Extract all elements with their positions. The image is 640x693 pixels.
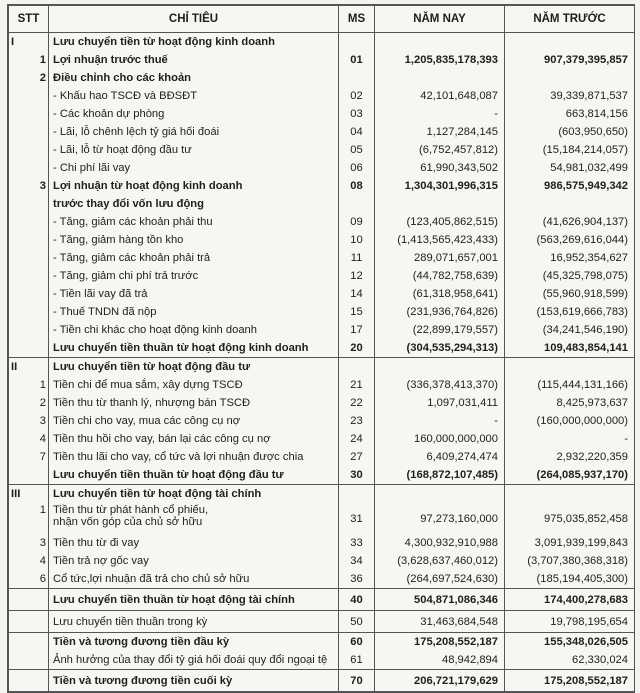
- row-ms: [339, 69, 375, 87]
- row-stt: 4: [9, 430, 49, 448]
- row-label: Tiền thu từ đi vay: [49, 534, 339, 552]
- row-ms: [339, 195, 375, 213]
- row-previous-year: (55,960,918,599): [505, 285, 635, 303]
- row-current-year: [375, 358, 505, 377]
- row-stt: 4: [9, 552, 49, 570]
- row-ms: 05: [339, 141, 375, 159]
- table-row: [9, 267, 635, 285]
- row-previous-year: 62,330,024: [505, 651, 635, 670]
- table-row: [9, 611, 635, 633]
- row-label: - Chi phí lãi vay: [49, 159, 339, 177]
- row-previous-year: 109,483,854,141: [505, 339, 635, 358]
- row-previous-year: 19,798,195,654: [505, 611, 635, 633]
- row-ms: 33: [339, 534, 375, 552]
- row-previous-year: 16,952,354,627: [505, 249, 635, 267]
- row-stt: [9, 213, 49, 231]
- row-previous-year: (115,444,131,166): [505, 376, 635, 394]
- row-stt: [9, 321, 49, 339]
- table-row: [9, 87, 635, 105]
- row-current-year: (168,872,107,485): [375, 466, 505, 485]
- row-previous-year: 3,091,939,199,843: [505, 534, 635, 552]
- row-current-year: 61,990,343,502: [375, 159, 505, 177]
- row-label: Ảnh hưởng của thay đổi tỷ giá hối đoái quy đổi ngoại tệ: [49, 651, 339, 670]
- row-previous-year: [505, 33, 635, 52]
- row-previous-year: [505, 485, 635, 504]
- table-row: [9, 321, 635, 339]
- table-row: [9, 570, 635, 589]
- row-previous-year: -: [505, 430, 635, 448]
- row-previous-year: [505, 195, 635, 213]
- table-row: [9, 339, 635, 358]
- row-current-year: 1,205,835,178,393: [375, 51, 505, 69]
- row-current-year: 1,097,031,411: [375, 394, 505, 412]
- row-ms: 20: [339, 339, 375, 358]
- row-current-year: 48,942,894: [375, 651, 505, 670]
- row-stt: 1: [9, 51, 49, 69]
- row-previous-year: (264,085,937,170): [505, 466, 635, 485]
- row-label: - Tăng, giảm các khoản phải thu: [49, 213, 339, 231]
- table-row: [9, 430, 635, 448]
- table-row: [9, 358, 635, 377]
- row-label: Lợi nhuận từ hoạt động kinh doanh: [49, 177, 339, 195]
- row-current-year: (3,628,637,460,012): [375, 552, 505, 570]
- row-label: - Lãi, lỗ từ hoạt động đầu tư: [49, 141, 339, 159]
- table-row: [9, 589, 635, 611]
- table-row: [9, 51, 635, 69]
- header-ms: MS: [339, 6, 375, 33]
- row-stt: 1: [9, 503, 49, 534]
- row-stt: [9, 123, 49, 141]
- table-row: [9, 485, 635, 504]
- cash-flow-table: [8, 5, 635, 692]
- table-row: [9, 249, 635, 267]
- table-row: [9, 633, 635, 652]
- row-label: Lợi nhuận trước thuế: [49, 51, 339, 69]
- row-previous-year: (603,950,650): [505, 123, 635, 141]
- row-label: Lưu chuyển tiền thuần từ hoạt động kinh doanh: [49, 339, 339, 358]
- row-current-year: 289,071,657,001: [375, 249, 505, 267]
- table-row: [9, 534, 635, 552]
- row-ms: 70: [339, 670, 375, 692]
- row-ms: 34: [339, 552, 375, 570]
- row-current-year: (304,535,294,313): [375, 339, 505, 358]
- row-stt: 3: [9, 177, 49, 195]
- row-stt: [9, 466, 49, 485]
- row-ms: 50: [339, 611, 375, 633]
- table-row: [9, 448, 635, 466]
- row-ms: 21: [339, 376, 375, 394]
- table-row: [9, 123, 635, 141]
- row-previous-year: (34,241,546,190): [505, 321, 635, 339]
- row-previous-year: 975,035,852,458: [505, 503, 635, 534]
- row-stt: 1: [9, 376, 49, 394]
- row-previous-year: (41,626,904,137): [505, 213, 635, 231]
- table-row: [9, 412, 635, 430]
- row-previous-year: 175,208,552,187: [505, 670, 635, 692]
- row-stt: 6: [9, 570, 49, 589]
- row-current-year: 97,273,160,000: [375, 503, 505, 534]
- row-current-year: (44,782,758,639): [375, 267, 505, 285]
- row-stt: III: [9, 485, 49, 504]
- table-row: [9, 213, 635, 231]
- row-stt: [9, 633, 49, 652]
- row-label: Tiền chi để mua sắm, xây dựng TSCĐ: [49, 376, 339, 394]
- row-label-line1: Tiền thu từ phát hành cổ phiếu,: [53, 504, 209, 516]
- row-previous-year: 8,425,973,637: [505, 394, 635, 412]
- row-current-year: 42,101,648,087: [375, 87, 505, 105]
- row-label: - Tiền lãi vay đã trả: [49, 285, 339, 303]
- row-label: - Các khoản dự phòng: [49, 105, 339, 123]
- table-row: [9, 303, 635, 321]
- row-current-year: 31,463,684,548: [375, 611, 505, 633]
- row-ms: 01: [339, 51, 375, 69]
- row-stt: II: [9, 358, 49, 377]
- row-ms: 10: [339, 231, 375, 249]
- table-row: [9, 285, 635, 303]
- row-label-line2: nhận vốn góp của chủ sở hữu: [53, 516, 203, 528]
- table-row: [9, 69, 635, 87]
- row-label: - Tăng, giảm chi phí trả trước: [49, 267, 339, 285]
- row-stt: 3: [9, 534, 49, 552]
- row-current-year: 504,871,086,346: [375, 589, 505, 611]
- row-current-year: 206,721,179,629: [375, 670, 505, 692]
- row-stt: [9, 339, 49, 358]
- row-previous-year: 663,814,156: [505, 105, 635, 123]
- row-stt: [9, 195, 49, 213]
- table-row: [9, 231, 635, 249]
- table-row: [9, 33, 635, 52]
- row-ms: 61: [339, 651, 375, 670]
- header-stt: STT: [9, 6, 49, 33]
- row-current-year: 1,127,284,145: [375, 123, 505, 141]
- row-current-year: 1,304,301,996,315: [375, 177, 505, 195]
- row-previous-year: (15,184,214,057): [505, 141, 635, 159]
- row-current-year: (1,413,565,423,433): [375, 231, 505, 249]
- row-stt: [9, 267, 49, 285]
- row-ms: 14: [339, 285, 375, 303]
- row-stt: 7: [9, 448, 49, 466]
- row-label: Tiền thu hồi cho vay, bán lại các công cụ nợ: [49, 430, 339, 448]
- row-label: Lưu chuyển tiền từ hoạt động đầu tư: [49, 358, 339, 377]
- row-label: trước thay đổi vốn lưu động: [49, 195, 339, 213]
- row-stt: [9, 231, 49, 249]
- cash-flow-statement: [7, 4, 635, 693]
- row-label: Lưu chuyển tiền thuần trong kỳ: [49, 611, 339, 633]
- row-label: Tiền thu từ thanh lý, nhượng bán TSCĐ: [49, 394, 339, 412]
- row-current-year: [375, 33, 505, 52]
- row-stt: [9, 249, 49, 267]
- row-stt: [9, 285, 49, 303]
- row-stt: 3: [9, 412, 49, 430]
- table-row: [9, 552, 635, 570]
- row-current-year: (6,752,457,812): [375, 141, 505, 159]
- row-ms: 08: [339, 177, 375, 195]
- row-stt: [9, 670, 49, 692]
- row-label: Tiền và tương đương tiền cuối kỳ: [49, 670, 339, 692]
- row-current-year: (264,697,524,630): [375, 570, 505, 589]
- row-label: - Tăng, giảm hàng tồn kho: [49, 231, 339, 249]
- row-previous-year: 39,339,871,537: [505, 87, 635, 105]
- row-label: Tiền thu lãi cho vay, cổ tức và lợi nhuận được chia: [49, 448, 339, 466]
- header-nam-nay: NĂM NAY: [375, 6, 505, 33]
- row-ms: 22: [339, 394, 375, 412]
- row-label: [49, 503, 339, 534]
- table-row: [9, 159, 635, 177]
- row-previous-year: 986,575,949,342: [505, 177, 635, 195]
- row-stt: [9, 611, 49, 633]
- row-label: Tiền và tương đương tiền đầu kỳ: [49, 633, 339, 652]
- row-current-year: (231,936,764,826): [375, 303, 505, 321]
- row-ms: 06: [339, 159, 375, 177]
- row-previous-year: 54,981,032,499: [505, 159, 635, 177]
- row-ms: 09: [339, 213, 375, 231]
- row-stt: [9, 303, 49, 321]
- row-previous-year: [505, 358, 635, 377]
- table-row: [9, 670, 635, 692]
- header-row: [9, 6, 635, 33]
- row-stt: 2: [9, 394, 49, 412]
- row-current-year: (336,378,413,370): [375, 376, 505, 394]
- table-row: [9, 376, 635, 394]
- table-row: [9, 195, 635, 213]
- row-label: Lưu chuyển tiền thuần từ hoạt động đầu tư: [49, 466, 339, 485]
- row-label: Lưu chuyển tiền từ hoạt động tài chính: [49, 485, 339, 504]
- row-current-year: [375, 485, 505, 504]
- row-label: Điều chỉnh cho các khoản: [49, 69, 339, 87]
- row-ms: 12: [339, 267, 375, 285]
- row-ms: [339, 485, 375, 504]
- table-body: [9, 33, 635, 692]
- row-previous-year: (45,325,798,075): [505, 267, 635, 285]
- row-current-year: [375, 69, 505, 87]
- row-ms: [339, 33, 375, 52]
- row-ms: 02: [339, 87, 375, 105]
- row-label: - Khấu hao TSCĐ và BĐSĐT: [49, 87, 339, 105]
- row-ms: 11: [339, 249, 375, 267]
- row-label: Cổ tức,lợi nhuận đã trả cho chủ sở hữu: [49, 570, 339, 589]
- row-ms: 30: [339, 466, 375, 485]
- row-previous-year: (3,707,380,368,318): [505, 552, 635, 570]
- row-stt: 2: [9, 69, 49, 87]
- row-current-year: 175,208,552,187: [375, 633, 505, 652]
- row-ms: 23: [339, 412, 375, 430]
- row-label: - Tiền chi khác cho hoạt động kinh doanh: [49, 321, 339, 339]
- row-ms: 40: [339, 589, 375, 611]
- row-current-year: 160,000,000,000: [375, 430, 505, 448]
- row-label: Lưu chuyển tiền thuần từ hoạt động tài chính: [49, 589, 339, 611]
- row-stt: I: [9, 33, 49, 52]
- row-stt: [9, 589, 49, 611]
- row-previous-year: 907,379,395,857: [505, 51, 635, 69]
- row-ms: 36: [339, 570, 375, 589]
- row-previous-year: (185,194,405,300): [505, 570, 635, 589]
- table-row: [9, 177, 635, 195]
- row-ms: 27: [339, 448, 375, 466]
- row-current-year: (123,405,862,515): [375, 213, 505, 231]
- row-label: - Tăng, giảm các khoản phải trả: [49, 249, 339, 267]
- row-label: Lưu chuyển tiền từ hoạt động kinh doanh: [49, 33, 339, 52]
- table-row: [9, 141, 635, 159]
- row-stt: [9, 105, 49, 123]
- row-previous-year: (160,000,000,000): [505, 412, 635, 430]
- row-ms: 04: [339, 123, 375, 141]
- row-label: Tiền trả nợ gốc vay: [49, 552, 339, 570]
- header-nam-truoc: NĂM TRƯỚC: [505, 6, 635, 33]
- row-current-year: -: [375, 105, 505, 123]
- row-ms: 15: [339, 303, 375, 321]
- row-ms: 60: [339, 633, 375, 652]
- row-label: - Lãi, lỗ chênh lệch tỷ giá hối đoái: [49, 123, 339, 141]
- row-current-year: (22,899,179,557): [375, 321, 505, 339]
- row-label: Tiền chi cho vay, mua các công cụ nợ: [49, 412, 339, 430]
- row-previous-year: 174,400,278,683: [505, 589, 635, 611]
- table-row: [9, 105, 635, 123]
- row-previous-year: [505, 69, 635, 87]
- row-stt: [9, 159, 49, 177]
- table-row: [9, 503, 635, 534]
- table-row: [9, 466, 635, 485]
- row-label: - Thuế TNDN đã nộp: [49, 303, 339, 321]
- header-chi-tieu: CHỈ TIÊU: [49, 6, 339, 33]
- row-previous-year: (563,269,616,044): [505, 231, 635, 249]
- table-row: [9, 394, 635, 412]
- row-ms: [339, 358, 375, 377]
- row-stt: [9, 87, 49, 105]
- row-ms: 31: [339, 503, 375, 534]
- row-current-year: (61,318,958,641): [375, 285, 505, 303]
- row-stt: [9, 141, 49, 159]
- row-previous-year: (153,619,666,783): [505, 303, 635, 321]
- row-current-year: [375, 195, 505, 213]
- row-previous-year: 2,932,220,359: [505, 448, 635, 466]
- row-ms: 03: [339, 105, 375, 123]
- row-current-year: 6,409,274,474: [375, 448, 505, 466]
- row-current-year: -: [375, 412, 505, 430]
- row-ms: 24: [339, 430, 375, 448]
- row-current-year: 4,300,932,910,988: [375, 534, 505, 552]
- row-ms: 17: [339, 321, 375, 339]
- row-previous-year: 155,348,026,505: [505, 633, 635, 652]
